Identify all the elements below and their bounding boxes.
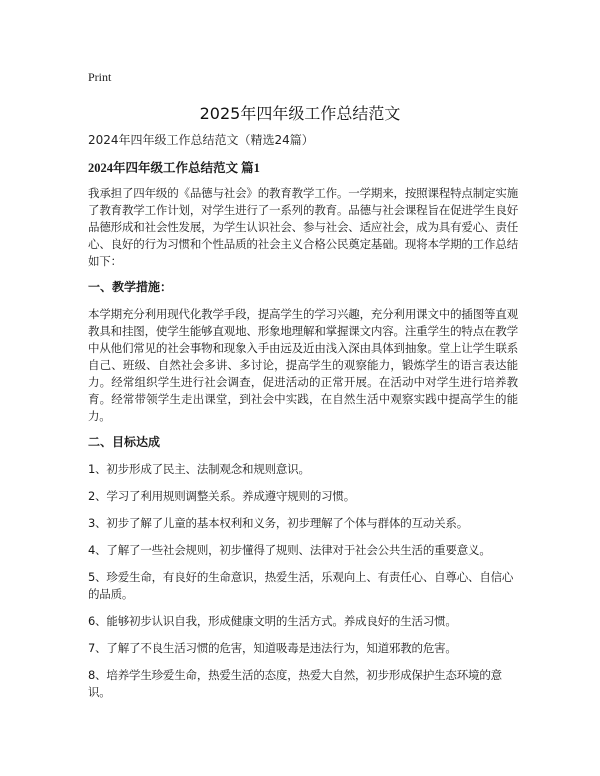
teaching-measures-paragraph: 本学期充分利用现代化教学手段，提高学生的学习兴趣，充分利用课文中的插图等直观教具和挂图，使学生能够直观地、形象地理解和掌握课文内容。注重学生的特点在教学中从他们常见的社会事物和现象入手由远及近由浅入深由具体到抽象。堂上让学生联系自己、班级、自然社会多讲、多讨论，提高学生的观察能力，锻炼学生的语言表达能力。经常组织学生进行社会调查，促进活动的正常开展。在活动中对学生进行培养教育。经常带领学生走出课堂，到社会中实践，在自然生活中观察实践中提高学生的能力。 (88, 307, 518, 423)
goal-item: 5、珍爱生命，有良好的生命意识，热爱生活，乐观向上、有责任心、自尊心、自信心的品质。 (88, 570, 514, 601)
goal-item: 1、初步形成了民主、法制观念和规则意识。 (88, 462, 310, 476)
goal-item: 2、学习了利用规则调整关系。养成遵守规则的习惯。 (88, 489, 356, 503)
goal-item: 4、了解了一些社会规则，初步懂得了规则、法律对于社会公共生活的重要意义。 (88, 543, 491, 557)
intro-paragraph: 我承担了四年级的《品德与社会》的教育教学工作。一学期来，按照课程特点制定实施了教育教学工作计划，对学生进行了一系列的教育。品德与社会课程旨在促进学生良好品德形成和社会性发展，为学生认识社会、参与社会、适应社会，成为具有爱心、责任心、良好的行为习惯和个性品质的社会主义合格公民奠定基础。现将本学期的工作总结如下： (88, 186, 518, 268)
document-body (88, 131, 518, 711)
goal-item: 6、能够初步认识自我，形成健康文明的生活方式。养成良好的生活习惯。 (88, 614, 457, 628)
print-label: Print (88, 70, 112, 84)
goal-item: 8、培养学生珍爱生命，热爱生活的态度，热爱大自然，初步形成保护生态环境的意识。 (88, 668, 502, 699)
goal-item: 3、初步了解了儿童的基本权利和义务，初步理解了个体与群体的互动关系。 (88, 516, 469, 530)
page-title: 2025年四年级工作总结范文 (199, 104, 401, 123)
article-title: 2024年四年级工作总结范文 篇1 (88, 161, 260, 175)
goal-item: 7、了解了不良生活习惯的危害，知道吸毒是违法行为，知道邪教的危害。 (88, 641, 457, 655)
section-heading-goals: 二、目标达成 (88, 435, 161, 449)
section-heading-teaching-measures: 一、教学措施： (88, 280, 173, 294)
document-subtitle: 2024年四年级工作总结范文（精选24篇） (88, 133, 314, 147)
